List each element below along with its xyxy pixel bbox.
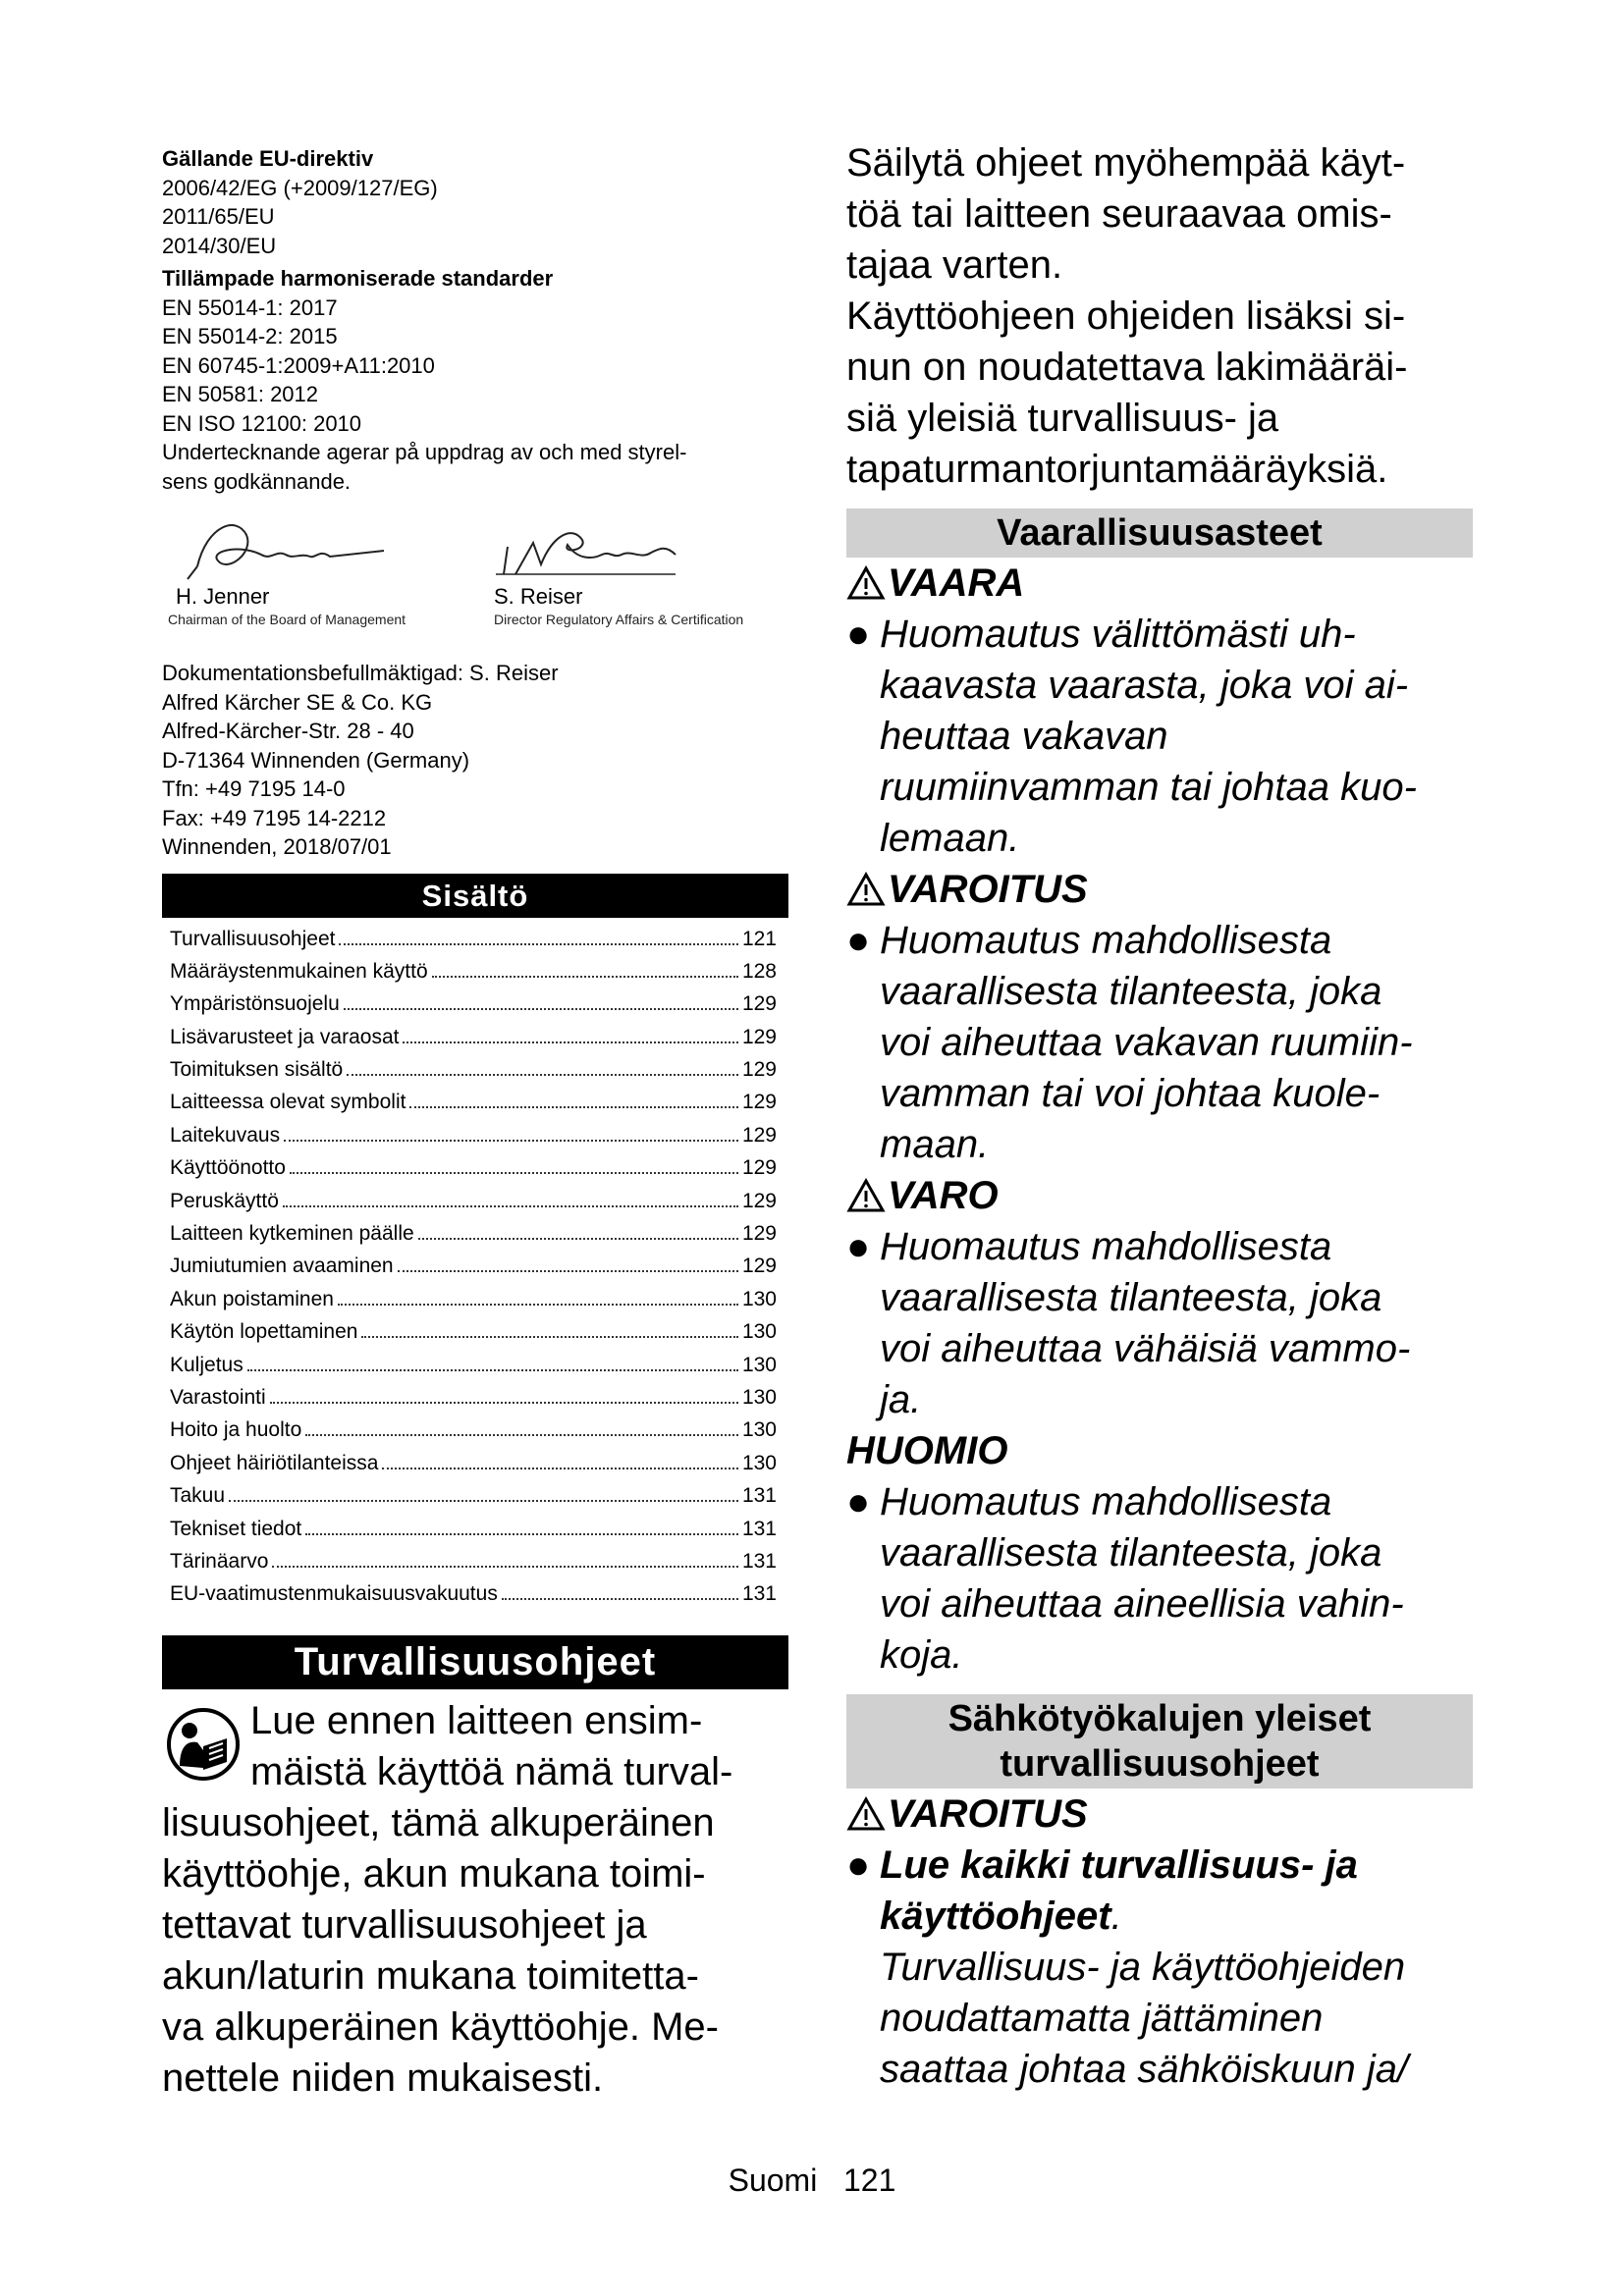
footer-page-number: 121 [842,2163,896,2198]
toc-entry-page: 129 [741,1156,777,1180]
toc-entry-page: 129 [741,1091,777,1114]
intro-line: lisuusohjeet, tämä alkuperäinen [162,1800,715,1844]
hazard-level-description: ● Huomautus mahdollisesta vaarallisesta tilanteesta, joka voi aiheuttaa vakavan ruumiin- vamman tai voi johtaa kuole- maan. [846,915,1473,1170]
toc-leader-dots [270,1402,738,1404]
signer-name: S. Reiser [494,584,583,609]
toc-entry[interactable] [162,1190,788,1222]
toc-leader-dots [247,1369,738,1371]
toc-leader-dots [283,1205,738,1207]
description-line: heuttaa vakavan [880,715,1168,758]
toc-entry[interactable] [162,1058,788,1091]
toc-leader-dots [382,1468,738,1469]
toc-leader-dots [403,1041,737,1043]
instruction-line: Turvallisuus- ja käyttöohjeiden [880,1946,1406,1989]
power-tool-heading-line: turvallisuusohjeet [1000,1743,1320,1785]
description-line: maan. [880,1123,990,1166]
toc-entry-page: 128 [741,959,777,983]
signature-reiser [494,506,743,629]
warning-triangle-icon [846,1796,886,1832]
toc-leader-dots [305,1533,738,1535]
toc-entry-page: 130 [741,1451,777,1474]
intro-line: Lue ennen laitteen ensim- [250,1698,703,1742]
toc-entry-page: 130 [741,1385,777,1409]
toc-leader-dots [339,943,737,945]
toc-entry-title: Määräystenmukainen käyttö [170,959,428,983]
safety-heading: Turvallisuusohjeet [162,1635,788,1689]
toc-entry-title: Hoito ja huolto [170,1418,302,1442]
standard-line: EN 55014-1: 2017 [162,294,338,320]
hazard-level-label: VAROITUS [888,868,1088,911]
toc-entry[interactable] [162,1418,788,1451]
hazard-levels-heading: Vaarallisuusasteet [846,508,1473,558]
intro-line: nettele niiden mukaisesti. [162,2056,604,2100]
fax-number: Fax: +49 7195 14-2212 [162,805,387,830]
toc-entry-page: 129 [741,1222,777,1246]
footer-language: Suomi [728,2163,818,2198]
power-tool-heading [846,1694,1473,1789]
toc-entry-page: 130 [741,1353,777,1376]
toc-entry-page: 129 [741,1189,777,1212]
description-line: Huomautus mahdollisesta [880,1480,1332,1523]
statement-line: Undertecknande agerar på uppdrag av och med styrel- [162,440,687,464]
standards-heading: Tillämpade harmoniserade standarder [162,266,554,291]
toc-heading: Sisältö [162,874,788,918]
toc-entry[interactable] [162,1091,788,1123]
toc-entry[interactable] [162,1550,788,1582]
directive-line: 2006/42/EG (+2009/127/EG) [162,175,438,200]
jenner-signature-icon [168,506,394,584]
intro-line: va alkuperäinen käyttöohje. Me- [162,2004,719,2049]
street-address: Alfred-Kärcher-Str. 28 - 40 [162,719,414,743]
toc-entry[interactable] [162,1518,788,1550]
description-line: voi aiheuttaa vähäisiä vammo- [880,1327,1411,1370]
toc-entry-title: Laitteen kytkeminen päälle [170,1222,414,1246]
toc-entry[interactable] [162,1124,788,1156]
toc-entry-title: Ohjeet häiriötilanteissa [170,1451,379,1474]
keep-line: töä tai laitteen seuraavaa omis- [846,192,1392,236]
toc-leader-dots [284,1140,738,1142]
intro-line: tettavat turvallisuusohjeet ja [162,1902,647,1947]
toc-entry-page: 129 [741,1255,777,1278]
toc-leader-dots [305,1434,738,1436]
toc-entry[interactable] [162,1156,788,1189]
toc-entry-page: 129 [741,1058,777,1082]
signer-role: Chairman of the Board of Management [168,612,406,627]
hazard-level-label: VAARA [888,561,1025,605]
hazard-level-vaara [846,558,1473,609]
instruction-line: saattaa johtaa sähköiskuun ja/ [880,2048,1409,2091]
warning-triangle-icon [846,565,886,601]
toc-entry[interactable] [162,960,788,992]
standard-line: EN 50581: 2012 [162,382,319,406]
hazard-level-varoitus [846,864,1473,915]
standard-line: EN 60745-1:2009+A11:2010 [162,352,435,378]
toc-entry-page: 130 [741,1320,777,1344]
toc-leader-dots [272,1566,738,1568]
toc-entry-title: Varastointi [170,1385,266,1409]
toc-entry-title: EU-vaatimustenmukaisuusvakuutus [170,1582,498,1606]
toc-entry[interactable] [162,1320,788,1353]
toc-leader-dots [398,1270,738,1272]
description-line: kaavasta vaarasta, joka voi ai- [880,664,1409,707]
toc-leader-dots [347,1074,738,1076]
toc-leader-dots [418,1238,738,1240]
description-line: Huomautus mahdollisesta [880,919,1332,962]
toc-entry[interactable] [162,1484,788,1517]
description-line: Huomautus mahdollisesta [880,1225,1332,1268]
warning-triangle-icon [846,1178,886,1213]
hazard-level-huomio [846,1425,1473,1476]
toc-entry[interactable] [162,1026,788,1058]
warning-triangle-icon [846,872,886,907]
toc-entry[interactable] [162,1386,788,1418]
instruction-line: noudattamatta jättäminen [880,1997,1324,2040]
signature-jenner [168,506,406,629]
toc-leader-dots [432,976,738,978]
toc-entry[interactable] [162,928,788,960]
table-of-contents [162,928,788,1616]
contact-block [162,659,788,862]
directive-line: 2014/30/EU [162,233,277,258]
right-column [846,137,1473,2095]
eu-declaration [162,144,788,496]
keep-line: Käyttöohjeen ohjeiden lisäksi si- [846,294,1406,338]
keep-line: tapaturmantorjuntamääräyksiä. [846,448,1388,491]
toc-entry-page: 131 [741,1517,777,1540]
warning-label: VAROITUS [888,1792,1088,1836]
bold-instruction-line: käyttöohjeet [880,1895,1111,1938]
signer-role: Director Regulatory Affairs & Certification [494,612,744,627]
toc-entry-title: Akun poistaminen [170,1287,334,1310]
description-line: vaarallisesta tilanteesta, joka [880,1276,1382,1319]
intro-line: käyttöohje, akun mukana toimi- [162,1851,706,1896]
directive-heading: Gällande EU-direktiv [162,146,374,171]
toc-entry[interactable] [162,992,788,1025]
keep-line: siä yleisiä turvallisuus- ja [846,397,1279,440]
directive-line: 2011/65/EU [162,204,275,229]
city-address: D-71364 Winnenden (Germany) [162,747,470,773]
toc-entry-page: 121 [741,927,777,950]
toc-entry[interactable] [162,1354,788,1386]
keep-line: nun on noudatettava lakimääräi- [846,346,1408,389]
description-line: vaarallisesta tilanteesta, joka [880,970,1382,1013]
toc-leader-dots [361,1336,737,1338]
intro-line: akun/laturin mukana toimitetta- [162,1953,699,1998]
toc-entry-title: Laitekuvaus [170,1123,281,1147]
reiser-signature-icon [494,506,700,584]
toc-leader-dots [338,1304,738,1306]
hazard-level-description: ● Huomautus mahdollisesta vaarallisesta tilanteesta, joka voi aiheuttaa aineellisia vahin- koja. [846,1476,1473,1681]
toc-entry-page: 131 [741,1582,777,1606]
intro-line: mäistä käyttöä nämä turval- [250,1749,733,1793]
standard-line: EN ISO 12100: 2010 [162,410,362,436]
read-manual-icon [166,1707,241,1782]
toc-entry-title: Kuljetus [170,1353,244,1376]
left-column [162,144,788,2104]
toc-entry[interactable] [162,1222,788,1255]
description-line: ruumiinvamman tai johtaa kuo- [880,766,1417,809]
bold-instruction-end: . [1110,1895,1122,1938]
toc-entry-title: Ympäristönsuojelu [170,992,340,1016]
toc-entry-title: Tekniset tiedot [170,1517,302,1540]
description-line: voi aiheuttaa aineellisia vahin- [880,1582,1404,1626]
hazard-levels [846,558,1473,1681]
description-line: koja. [880,1633,963,1677]
toc-entry[interactable] [162,1255,788,1287]
toc-leader-dots [290,1172,738,1174]
power-tool-warning [846,1789,1473,1840]
signer-name: H. Jenner [176,584,270,609]
toc-leader-dots [229,1500,738,1502]
description-line: ja. [880,1378,922,1421]
signature-block [162,506,788,643]
description-line: voi aiheuttaa vakavan ruumiin- [880,1021,1413,1064]
power-tool-bullet: ● Lue kaikki turvallisuus- ja käyttöohjeet. Turvallisuus- ja käyttöohjeiden noudattamatta jättäminen saattaa johtaa sähköiskuun ja/ [846,1840,1473,2095]
toc-entry-title: Jumiutumien avaaminen [170,1255,394,1278]
toc-entry-page: 129 [741,1123,777,1147]
documentation-contact: Dokumentationsbefullmäktigad: S. Reiser [162,661,559,685]
page-footer [0,2163,1624,2199]
toc-entry-page: 131 [741,1484,777,1508]
toc-entry-title: Lisävarusteet ja varaosat [170,1025,400,1048]
toc-leader-dots [344,1008,738,1010]
toc-entry-title: Peruskäyttö [170,1189,279,1212]
standard-line: EN 55014-2: 2015 [162,324,338,348]
hazard-level-label: VARO [888,1174,999,1217]
toc-entry[interactable] [162,1288,788,1320]
toc-entry[interactable] [162,1582,788,1615]
description-line: vaarallisesta tilanteesta, joka [880,1531,1382,1575]
hazard-level-label: HUOMIO [846,1429,1008,1472]
bold-instruction-line: Lue kaikki turvallisuus- ja [880,1843,1358,1887]
toc-entry-page: 129 [741,1025,777,1048]
description-line: Huomautus välittömästi uh- [880,613,1356,656]
phone-number: Tfn: +49 7195 14-0 [162,776,346,801]
toc-entry-title: Takuu [170,1484,226,1508]
statement-line: sens godkännande. [162,468,352,494]
toc-entry-page: 130 [741,1287,777,1310]
toc-entry[interactable] [162,1452,788,1484]
hazard-level-varo [846,1170,1473,1221]
toc-entry-title: Tärinäarvo [170,1549,269,1573]
toc-entry-page: 129 [741,992,777,1016]
hazard-level-description: ● Huomautus välittömästi uh- kaavasta vaarasta, joka voi ai- heuttaa vakavan ruumiinvamman tai johtaa kuo- lemaan. [846,609,1473,864]
toc-entry-title: Laitteessa olevat symbolit [170,1091,406,1114]
keep-line: Säilytä ohjeet myöhempää käyt- [846,141,1406,185]
toc-entry-title: Toimituksen sisältö [170,1058,344,1082]
description-line: lemaan. [880,817,1020,860]
keep-line: tajaa varten. [846,243,1063,287]
safety-intro [162,1695,788,2104]
toc-entry-title: Käyttöönotto [170,1156,286,1180]
description-line: vamman tai voi johtaa kuole- [880,1072,1380,1115]
keep-instructions [846,137,1473,495]
toc-leader-dots [502,1598,738,1600]
toc-entry-page: 130 [741,1418,777,1442]
toc-leader-dots [409,1106,737,1108]
toc-entry-title: Käytön lopettaminen [170,1320,358,1344]
hazard-level-description: ● Huomautus mahdollisesta vaarallisesta tilanteesta, joka voi aiheuttaa vähäisiä vammo- ja. [846,1221,1473,1425]
power-tool-heading-line: Sähkötyökalujen yleiset [947,1698,1372,1739]
toc-entry-page: 131 [741,1549,777,1573]
place-date: Winnenden, 2018/07/01 [162,834,392,859]
toc-entry-title: Turvallisuusohjeet [170,927,336,950]
company-name: Alfred Kärcher SE & Co. KG [162,689,433,715]
